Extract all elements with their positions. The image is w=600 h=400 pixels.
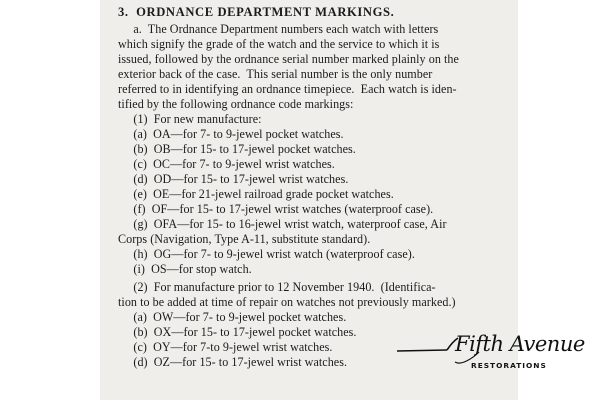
text-line: which signify the grade of the watch and the service to which it is	[118, 37, 440, 51]
list-item: (2) For manufacture prior to 12 November 1940. (Identifica-	[118, 280, 436, 294]
text-line: tified by the following ordnance code markings:	[118, 97, 354, 111]
list-item: (c) OC—for 7- to 9-jewel wrist watches.	[118, 157, 335, 171]
list-item: (e) OE—for 21-jewel railroad grade pocket watches.	[118, 187, 394, 201]
list-item: (d) OZ—for 15- to 17-jewel wrist watches.	[118, 355, 348, 369]
list-item: (c) OY—for 7-to 9-jewel wrist watches.	[118, 340, 333, 354]
logo-subtitle: RESTORATIONS	[471, 361, 547, 370]
list-item: (1) For new manufacture:	[118, 112, 262, 126]
list-item: (b) OB—for 15- to 17-jewel pocket watches.	[118, 142, 356, 156]
list-item: (h) OG—for 7- to 9-jewel wrist watch (waterproof case).	[118, 247, 415, 261]
text-line: Corps (Navigation, Type A-11, substitute standard).	[118, 232, 371, 246]
list-item: (a) OA—for 7- to 9-jewel pocket watches.	[118, 127, 344, 141]
section-heading: 3. ORDNANCE DEPARTMENT MARKINGS.	[118, 5, 395, 19]
list-item: (g) OFA—for 15- to 16-jewel wrist watch, waterproof case, Air	[118, 217, 447, 231]
fifth-avenue-logo	[395, 332, 585, 380]
list-item: (i) OS—for stop watch.	[118, 262, 252, 276]
text-line: exterior back of the case. This serial number is the only number	[118, 67, 433, 81]
text-line: referred to in identifying an ordnance timepiece. Each watch is iden-	[118, 82, 457, 96]
text-line: a. The Ordnance Department numbers each watch with letters	[118, 22, 439, 36]
logo-script-text: Fifth Avenue	[455, 332, 585, 356]
list-item: (f) OF—for 15- to 17-jewel wrist watches (waterproof case).	[118, 202, 434, 216]
text-line: tion to be added at time of repair on watches not previously marked.)	[118, 295, 456, 309]
list-item: (b) OX—for 15- to 17-jewel pocket watches.	[118, 325, 357, 339]
list-item: (d) OD—for 15- to 17-jewel wrist watches.	[118, 172, 349, 186]
text-line: issued, followed by the ordnance serial number marked plainly on the	[118, 52, 459, 66]
list-item: (a) OW—for 7- to 9-jewel pocket watches.	[118, 310, 347, 324]
